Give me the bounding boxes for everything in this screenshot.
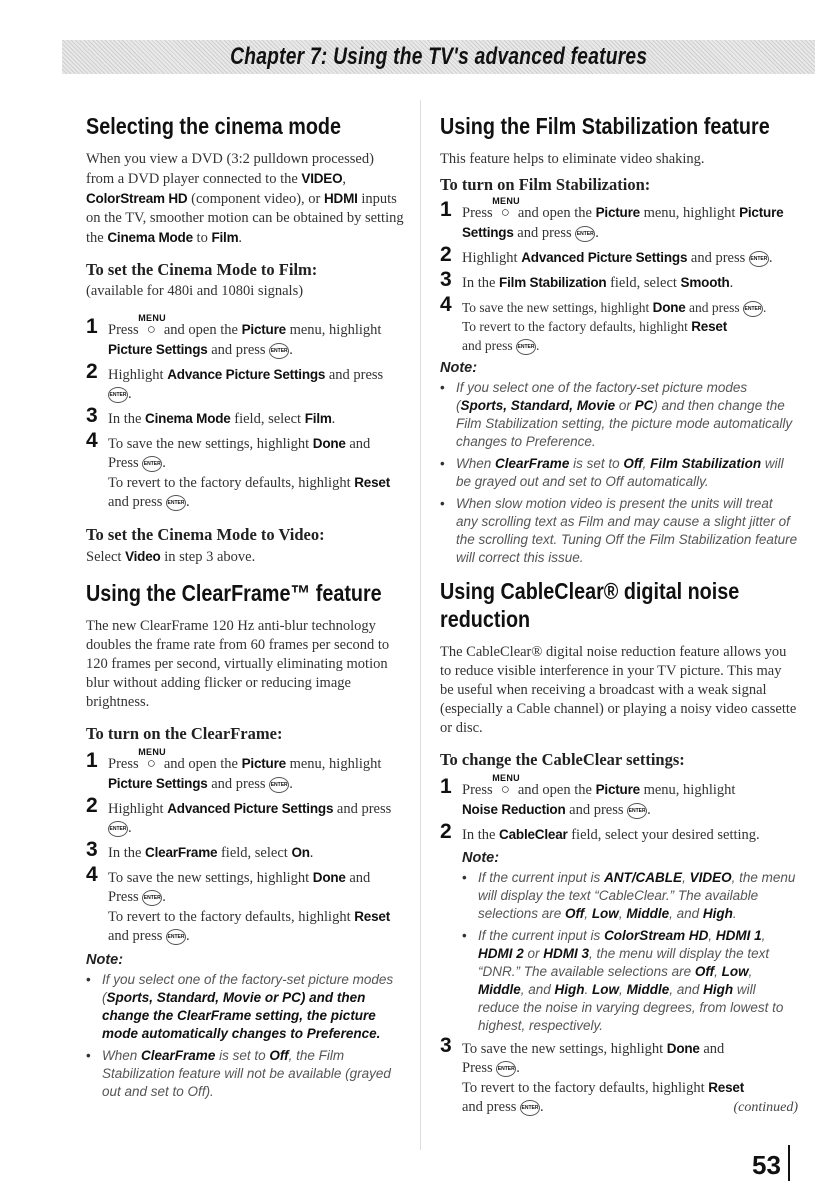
enter-button-icon: ENTER <box>108 387 128 403</box>
cableclear-change-heading: To change the CableClear settings: <box>440 750 685 769</box>
clearframe-note-2: • When ClearFrame is set to Off, the Film Stabilization feature will not be available (grayed out and set to Off). <box>86 1047 404 1101</box>
clearframe-step-4: 4 To save the new settings, highlight Done and Press ENTER . To revert to the factory defaults, highlight Reset and press ENTER . <box>86 863 390 944</box>
clearframe-intro: The new ClearFrame 120 Hz anti-blur technology doubles the frame rate from 60 frames per second to 120 frames per second, virtually eliminating motion blur without adding flicker or reducing image brightness. <box>86 618 390 710</box>
cinema-step-2: 2 Highlight Advance Picture Settings and press ENTER . <box>86 360 384 402</box>
cableclear-step-1: 1 Press MENU ○ and open the Picture menu, highlight Noise Reduction and press ENTER . <box>440 773 736 818</box>
film-stab-note-1: • If you select one of the factory-set picture modes (Sports, Standard, Movie or PC) and then change the Film Stabilization setting, the picture mode automatically changes to Preference. <box>440 379 798 451</box>
cinema-step-4: 4 To save the new settings, highlight Done and Press ENTER . To revert to the factory defaults, highlight Reset and press ENTER . <box>86 429 390 510</box>
enter-button-icon: ENTER <box>520 1100 540 1116</box>
enter-button-icon: ENTER <box>743 301 763 317</box>
enter-button-icon: ENTER <box>575 226 595 242</box>
film-stab-note-label: Note: <box>440 360 478 376</box>
clearframe-notes <box>86 971 404 1101</box>
enter-button-icon: ENTER <box>269 777 289 793</box>
menu-button-icon: MENU ○ <box>492 196 520 221</box>
cinema-intro: When you view a DVD (3:2 pulldown processed) from a DVD player connected to the VIDEO, ColorStream HD (component video), or HDMI inputs on the TV, smoother motion can be obtained by setting the Cinema Mode to Film. <box>86 151 404 246</box>
column-divider <box>420 100 421 1150</box>
cinema-film-heading: To set the Cinema Mode to Film: <box>86 260 318 279</box>
chapter-title: Chapter 7: Using the TV's advanced features <box>229 43 648 70</box>
enter-button-icon: ENTER <box>142 890 162 906</box>
cableclear-note-2: • If the current input is ColorStream HD, HDMI 1, HDMI 2 or HDMI 3, the menu will display the text “DNR.” The available selections are Off, Low, Middle, and High. Low, Middle, and High will reduce the noise in varying degrees, from lowest to highest, respectively. <box>462 927 798 1035</box>
cableclear-step-2: 2 In the CableClear field, select your desired setting. <box>440 820 760 843</box>
menu-button-icon: MENU ○ <box>138 747 166 772</box>
clearframe-note-1: • If you select one of the factory-set picture modes (Sports, Standard, Movie or PC) and then change the ClearFrame setting, the picture mode automatically changes to Preference. <box>86 971 404 1043</box>
enter-button-icon: ENTER <box>166 495 186 511</box>
continued-label: (continued) <box>733 1100 798 1115</box>
cinema-video-text: Select Video in step 3 above. <box>86 549 256 565</box>
clearframe-step-1: 1 Press MENU ○ and open the Picture menu, highlight Picture Settings and press ENTER . <box>86 747 382 792</box>
cinema-heading: Selecting the cinema mode <box>86 113 342 139</box>
enter-button-icon: ENTER <box>627 803 647 819</box>
cableclear-note-1: • If the current input is ANT/CABLE, VIDEO, the menu will display the text “CableClear.” The available selections are Off, Low, Middle, and High. <box>462 869 798 923</box>
enter-button-icon: ENTER <box>142 456 162 472</box>
film-stab-notes <box>440 379 798 567</box>
cinema-film-sub: (available for 480i and 1080i signals) <box>86 283 304 299</box>
film-stab-note-3: • When slow motion video is present the units will treat any scrolling text as Film and may cause a slight jitter of the scrolling text. Tuning Off the Film Stabilization feature will correct this issue. <box>440 495 798 567</box>
film-stab-note-2: • When ClearFrame is set to Off, Film Stabilization will be grayed out and set to Off automatically. <box>440 455 798 491</box>
cableclear-step-3: 3 To save the new settings, highlight Done and Press ENTER . To revert to the factory defaults, highlight Reset and press ENTER . (continued) <box>440 1034 798 1115</box>
menu-button-icon: MENU ○ <box>138 313 166 338</box>
cableclear-notes-block <box>462 850 798 1035</box>
film-stab-step-1: 1 Press MENU ○ and open the Picture menu, highlight Picture Settings and press ENTER . <box>440 196 784 241</box>
left-column <box>86 112 404 1105</box>
film-stab-heading: Using the Film Stabilization feature <box>440 113 770 139</box>
film-stab-step-3: 3 In the Film Stabilization field, select Smooth. <box>440 268 734 291</box>
film-stab-step-2: 2 Highlight Advanced Picture Settings and press ENTER . <box>440 243 773 266</box>
clearframe-step-2: 2 Highlight Advanced Picture Settings and press ENTER . <box>86 794 392 836</box>
cableclear-intro: The CableClear® digital noise reduction feature allows you to reduce visible interference in your TV picture. This may be useful when receiving a broadcast with a weak signal (especially a Cable channel) or playing a noisy video cassette or disc. <box>440 644 797 736</box>
cinema-video-heading: To set the Cinema Mode to Video: <box>86 525 325 544</box>
enter-button-icon: ENTER <box>749 251 769 267</box>
cableclear-notes <box>462 869 798 1035</box>
page-number: 53 <box>752 1150 781 1180</box>
chapter-banner <box>62 40 815 74</box>
film-stab-intro: This feature helps to eliminate video shaking. <box>440 151 705 167</box>
enter-button-icon: ENTER <box>108 821 128 837</box>
cableclear-note-label: Note: <box>462 850 500 866</box>
enter-button-icon: ENTER <box>496 1061 516 1077</box>
cableclear-heading: Using CableClear® digital noise reduction <box>440 578 740 632</box>
enter-button-icon: ENTER <box>166 929 186 945</box>
cinema-step-3: 3 In the Cinema Mode field, select Film. <box>86 404 336 427</box>
film-stab-step-4: 4 To save the new settings, highlight Done and press ENTER . To revert to the factory defaults, highlight Reset and press ENTER . <box>440 293 767 353</box>
clearframe-step-3: 3 In the ClearFrame field, select On. <box>86 838 314 861</box>
clearframe-turn-on-heading: To turn on the ClearFrame: <box>86 724 283 743</box>
enter-button-icon: ENTER <box>516 339 536 355</box>
page-number-bar <box>788 1145 790 1181</box>
menu-button-icon: MENU ○ <box>492 773 520 798</box>
right-column <box>440 112 798 1122</box>
cinema-step-1: 1 Press MENU ○ and open the Picture menu, highlight Picture Settings and press ENTER . <box>86 313 382 358</box>
film-stab-turn-on-heading: To turn on Film Stabilization: <box>440 175 651 194</box>
clearframe-heading: Using the ClearFrame™ feature <box>86 580 382 606</box>
enter-button-icon: ENTER <box>269 343 289 359</box>
clearframe-note-label: Note: <box>86 952 124 968</box>
